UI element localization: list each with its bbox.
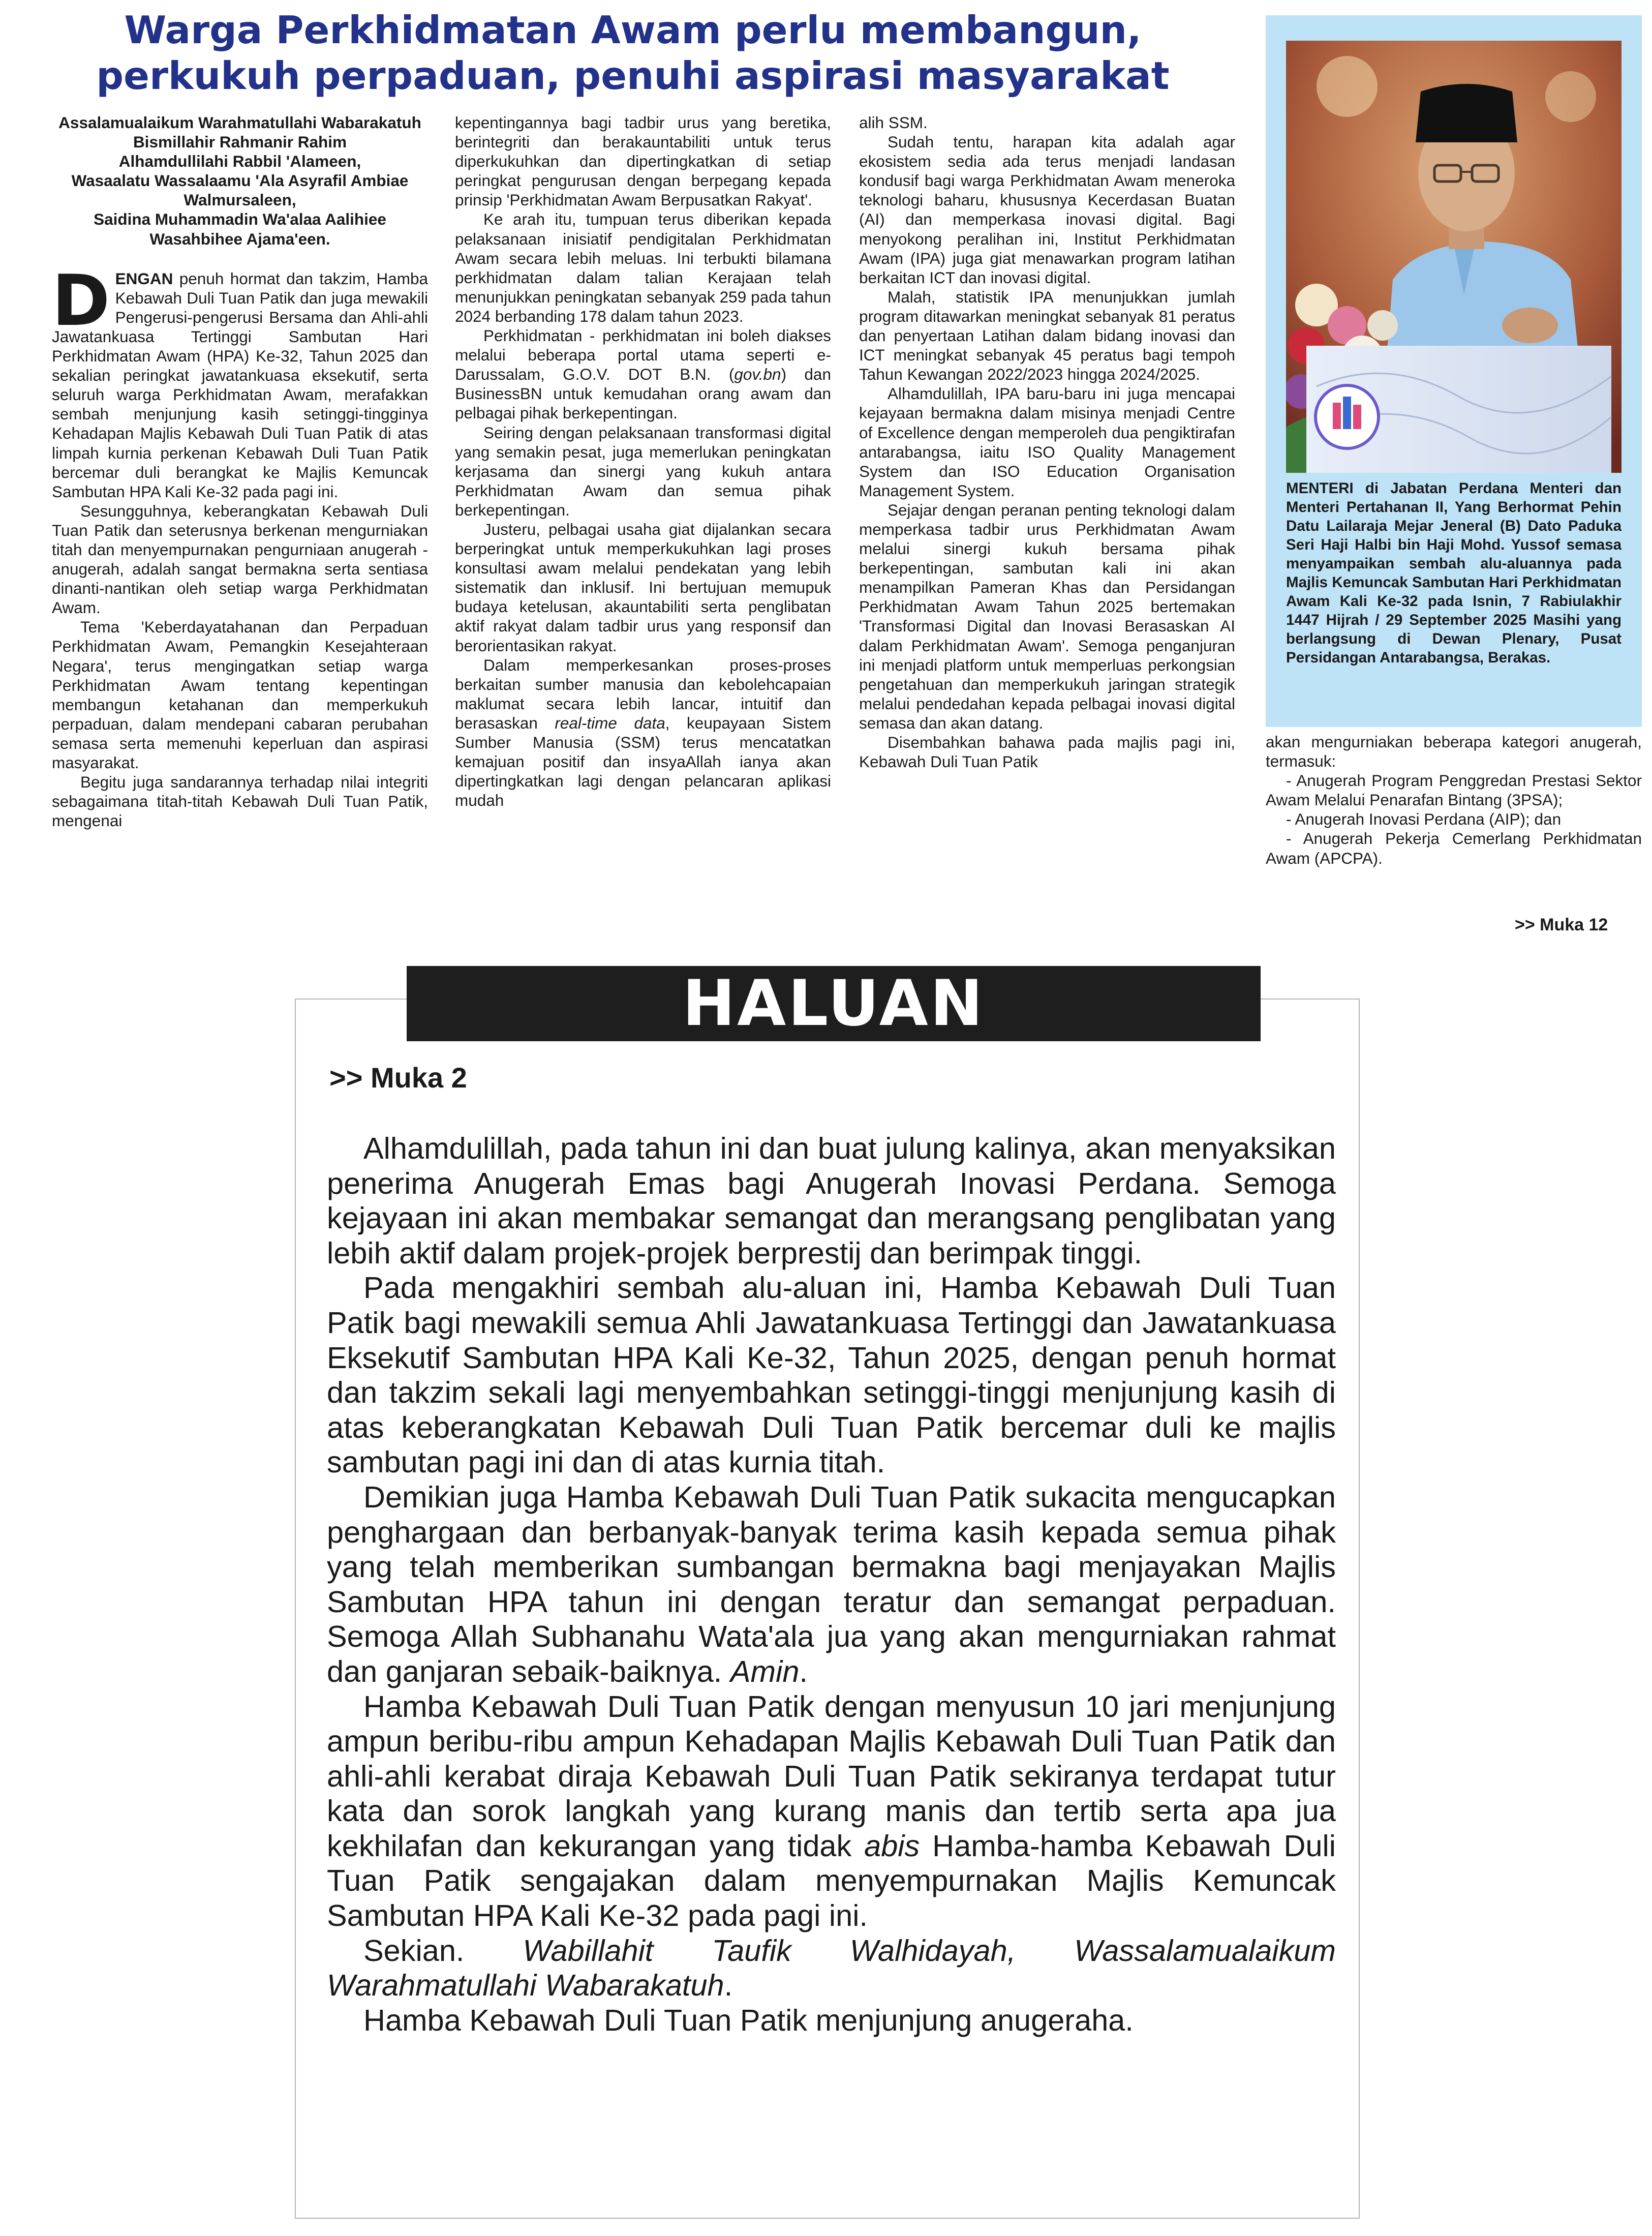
paragraph: Disembahkan bahawa pada majlis pagi ini, Kebawah Duli Tuan Patik (859, 733, 1235, 771)
paragraph: Ke arah itu, tumpuan terus diberikan kepada pelaksanaan inisiatif pendigitalan Perkhidmatan Awam secara lebih meluas. Ini terbukti bilamana perkhidmatan dalam talian Kerajaan telah menunjukkan peningkatan sebanyak 259 pada tahun 2024 berbanding 178 dalam tahun 2023. (455, 210, 831, 325)
photo-panel (1266, 15, 1642, 727)
paragraph-text: Hamba Kebawah Duli Tuan Patik dengan menyusun 10 jari menjunjung ampun beribu-ribu ampun Kehadapan Majlis Kebawah Duli Tuan Patik dan ahli-ahli kerabat diraja Kebawah Duli Tuan Patik sekiranya terdapat tutur kata dan sorok langkah yang kurang manis dan tertib serta apa jua kekhilafan dan kekurangan yang tidak (327, 1689, 1336, 1863)
paragraph-text: Demikian juga Hamba Kebawah Duli Tuan Patik sukacita mengucapkan penghargaan dan berbanyak-banyak terima kasih kepada semua pihak yang telah memberikan sumbangan bermakna bagi menjayakan Majlis Sambutan HPA tahun ini dengan teratur dan semangat perpaduan. Semoga Allah Subhanahu Wata'ala jua yang akan mengurniakan rahmat dan ganjaran sebaik-baiknya. (327, 1479, 1336, 1688)
opening-line: Alhamdullilahi Rabbil 'Alameen, (118, 152, 361, 171)
italic-text: Amin (730, 1654, 800, 1688)
opening-line: Saidina Muhammadin Wa'alaa Aalihiee Wasahbihee Ajama'een. (94, 210, 386, 248)
article-column-3 (859, 113, 1235, 942)
paragraph: Sudah tentu, harapan kita adalah agar ekosistem sedia ada terus menjadi landasan kondusif bagi warga Perkhidmatan Awam meneroka teknologi baharu, khususnya Kecerdasan Buatan (AI) dan memperkasa inovasi digital. Bagi menyokong peralihan ini, Institut Perkhidmatan Awam (IPA) juga giat menawarkan program latihan berkaitan ICT dan inovasi digital. (859, 133, 1235, 287)
paragraph-text: , keupayaan Sistem Sumber Manusia (SSM) terus mencatatkan kemajuan positif dan insyaAllah ianya akan dipertingkatkan lagi dengan pelancaran aplikasi mudah (455, 713, 831, 810)
opening-line: Bismillahir Rahmanir Rahim (133, 133, 347, 152)
paragraph: Sejajar dengan peranan penting teknologi dalam memperkasa tadbir urus Perkhidmatan Awam melalui sinergi kukuh bersama pihak berkepentingan, sambutan kali ini akan menampilkan Pameran Khas dan Persidangan Perkhidmatan Awam Tahun 2025 bertemakan 'Transformasi Digital dan Inovasi Berasaskan AI dalam Perkhidmatan Awam'. Semoga penganjuran ini menjadi platform untuk memperluas perkongsian pengetahuan dan memperkukuh jaringan strategik melalui pendedahan kepada pelbagai inovasi digital semasa dan akan datang. (859, 500, 1235, 732)
italic-text: real-time data (555, 713, 665, 732)
article-column-2 (455, 113, 831, 942)
italic-text: Wabillahit Taufik Walhidayah, Wassalamualaikum Warahmatullahi Wabarakatuh (327, 1933, 1336, 2003)
paragraph: Justeru, pelbagai usaha giat dijalankan secara berperingkat untuk memperkukuhkan lagi proses konsultasi awam melalui pendekatan yang lebih sistematik dan inklusif. Ini bertujuan memupuk budaya ketelusan, akauntabiliti serta penglibatan aktif rakyat dalam tadbir urus yang responsif dan berorientasikan rakyat. (455, 520, 831, 655)
haluan-title: HALUAN (407, 966, 1261, 1041)
paragraph-text: Hamba-hamba Kebawah Duli Tuan Patik sengajakan dalam menyempurnakan Majlis Kemuncak Sambutan HPA Kali Ke-32 pada pagi ini. (327, 1828, 1336, 1933)
paragraph: kepentingannya bagi tadbir urus yang beretika, berintegriti dan berakauntabiliti untuk terus diperkukuhkan dan dipertingkatkan di setiap peringkat pengurusan dengan berpegang kepada prinsip 'Perkhidmatan Awam Berpusatkan Rakyat'. (455, 113, 831, 209)
opening-greeting (52, 113, 428, 249)
drop-cap: D (52, 259, 110, 342)
article-column-4 (1266, 732, 1642, 868)
paragraph (327, 1689, 1336, 1933)
paragraph: Malah, statistik IPA menunjukkan jumlah program ditawarkan meningkat sebanyak 81 peratus dan penyertaan Latihan dalam bidang inovasi dan ICT meningkat sebanyak 45 peratus bagi tempoh Tahun Kewangan 2022/2023 hingga 2024/2025. (859, 287, 1235, 384)
continued-from-page-2[interactable]: >> Muka 2 (329, 1062, 467, 1094)
paragraph (455, 655, 831, 810)
paragraph: Alhamdulillah, IPA baru-baru ini juga mencapai kejayaan bermakna dalam misinya menjadi Centre of Excellence dengan memperoleh dua pengiktirafan antarabangsa, iaitu ISO Quality Management System dan ISO Education Organisation Management System. (859, 384, 1235, 500)
podium (1306, 346, 1611, 473)
paragraph: Alhamdulillah, pada tahun ini dan buat julung kalinya, akan menyaksikan penerima Anugerah Emas bagi Anugerah Inovasi Perdana. Semoga kejayaan ini akan membakar semangat dan merangsang penglibatan yang lebih aktif dalam projek-projek berprestij dan berimpak tinggi. (327, 1131, 1336, 1270)
paragraph-text: ) dan BusinessBN untuk kemudahan orang awam dan pelbagai pihak berkepentingan. (455, 365, 831, 422)
paragraph (52, 259, 428, 501)
paragraph: Begitu juga sandarannya terhadap nilai integriti sebagaimana titah-titah Kebawah Duli Tuan Patik, mengenai (52, 773, 428, 830)
paragraph (327, 1933, 1336, 2003)
photo-caption: MENTERI di Jabatan Perdana Menteri dan Menteri Pertahanan II, Yang Berhormat Pehin Datu Lailaraja Mejar Jeneral (B) Dato Paduka Seri Haji Halbi bin Haji Mohd. Yussof semasa menyampaikan sembah alu-aluannya pada Majlis Kemuncak Sambutan Hari Perkhidmatan Awam Kali Ke-32 pada Isnin, 7 Rabiulakhir 1447 Hijrah / 29 September 2025 Masihi yang berlangsung di Dewan Plenary, Pusat Persidangan Antarabangsa, Berakas. (1286, 480, 1622, 666)
paragraph: akan mengurniakan beberapa kategori anugerah, termasuk: (1266, 733, 1642, 771)
minister-photo (1286, 41, 1622, 473)
paragraph: Sesungguhnya, keberangkatan Kebawah Duli Tuan Patik dan seterusnya berkenan mengurniakan titah dan menyempurnakan pengurniaan anugerah - anugerah, adalah sangat bermakna serta sentiasa dinanti-nantikan oleh setiap warga Perkhidmatan Awam. (52, 501, 428, 617)
award-item: - Anugerah Inovasi Perdana (AIP); dan (1286, 810, 1562, 829)
paragraph-text: Perkhidmatan - perkhidmatan ini boleh diakses melalui beberapa portal utama seperti e-Darussalam, G.O.V. DOT B.N. ( (455, 326, 831, 384)
paragraph: Seiring dengan pelaksanaan transformasi digital yang semakin pesat, juga memerlukan peningkatan kerjasama dan sinergi yang kukuh antara Perkhidmatan Awam dan semua pihak berkepentingan. (455, 423, 831, 519)
opening-line: Wasaalatu Wassalaamu 'Ala Asyrafil Ambiae Walmursaleen, (71, 171, 409, 209)
continued-on-page-12[interactable]: >> Muka 12 (1515, 915, 1608, 934)
paragraph-text: . (724, 1968, 733, 2003)
paragraph-text: penuh hormat dan takzim, Hamba Kebawah Duli Tuan Patik dan juga mewakili Pengerusi-pengerusi Bersama dan Ahli-ahli Jawatankuasa Tertinggi Sambutan Hari Perkhidmatan Awam (HPA) Ke-32, Tahun 2025 dan sekalian peringkat jawatankuasa eksekutif, serta seluruh warga Perkhidmatan Awam, merafakkan sembah menjunjung kasih setinggi-tingginya Kehadapan Majlis Kebawah Duli Tuan Patik di atas limpah kurnia perkenan Kebawah Duli Tuan Patik bercemar duli berangkat ke Majlis Kemuncak Sambutan HPA Kali Ke-32 pada pagi ini. (52, 269, 428, 501)
headline (30, 7, 1235, 99)
paragraph: Tema 'Keberdayatahanan dan Perpaduan Perkhidmatan Awam, Pemangkin Kesejahteraan Negara', terus mengingatkan setiap warga Perkhidmatan Awam tentang kepentingan membangun ketahanan dan memperkukuh perpaduan, dalam mendepani cabaran perubahan semasa serta memenuhi keperluan dan aspirasi masyarakat. (52, 618, 428, 772)
haluan-article (327, 1131, 1336, 2038)
paragraph-text: Dalam memperkesankan proses-proses berkaitan sumber manusia dan kebolehcapaian maklumat secara lebih lancar, intuitif dan berasaskan (455, 655, 831, 732)
paragraph: alih SSM. (859, 113, 928, 132)
paragraph-text: Sekian. (363, 1933, 523, 1968)
award-item: - Anugerah Pekerja Cemerlang Perkhidmatan Awam (APCPA). (1266, 829, 1642, 867)
italic-text: abis (864, 1828, 920, 1863)
paragraph (327, 1480, 1336, 1689)
opening-line: Assalamualaikum Warahmatullahi Wabarakatuh (58, 113, 421, 132)
lead-word: ENGAN (115, 269, 173, 288)
headline-line-1: Warga Perkhidmatan Awam perlu membangun, (124, 8, 1142, 52)
paragraph: Pada mengakhiri sembah alu-aluan ini, Hamba Kebawah Duli Tuan Patik bagi mewakili semua Ahli Jawatankuasa Tertinggi dan Jawatankuasa Eksekutif Sambutan HPA Kali Ke-32, Tahun 2025, dengan penuh hormat dan takzim sekali lagi menyembahkan setinggi-tinggi menjunjung kasih di atas keberangkatan Kebawah Duli Tuan Patik bercemar duli ke majlis sambutan pagi ini dan di atas kurnia titah. (327, 1271, 1336, 1479)
headline-line-2: perkukuh perpaduan, penuhi aspirasi masyarakat (96, 53, 1170, 98)
paragraph: Hamba Kebawah Duli Tuan Patik menjunjung anugeraha. (363, 2003, 1134, 2037)
award-item: - Anugerah Program Penggredan Prestasi Sektor Awam Melalui Penarafan Bintang (3PSA); (1266, 771, 1642, 809)
article-column-1 (52, 113, 428, 942)
paragraph-text: . (799, 1654, 808, 1688)
paragraph (455, 326, 831, 422)
italic-text: gov.bn (734, 365, 781, 384)
